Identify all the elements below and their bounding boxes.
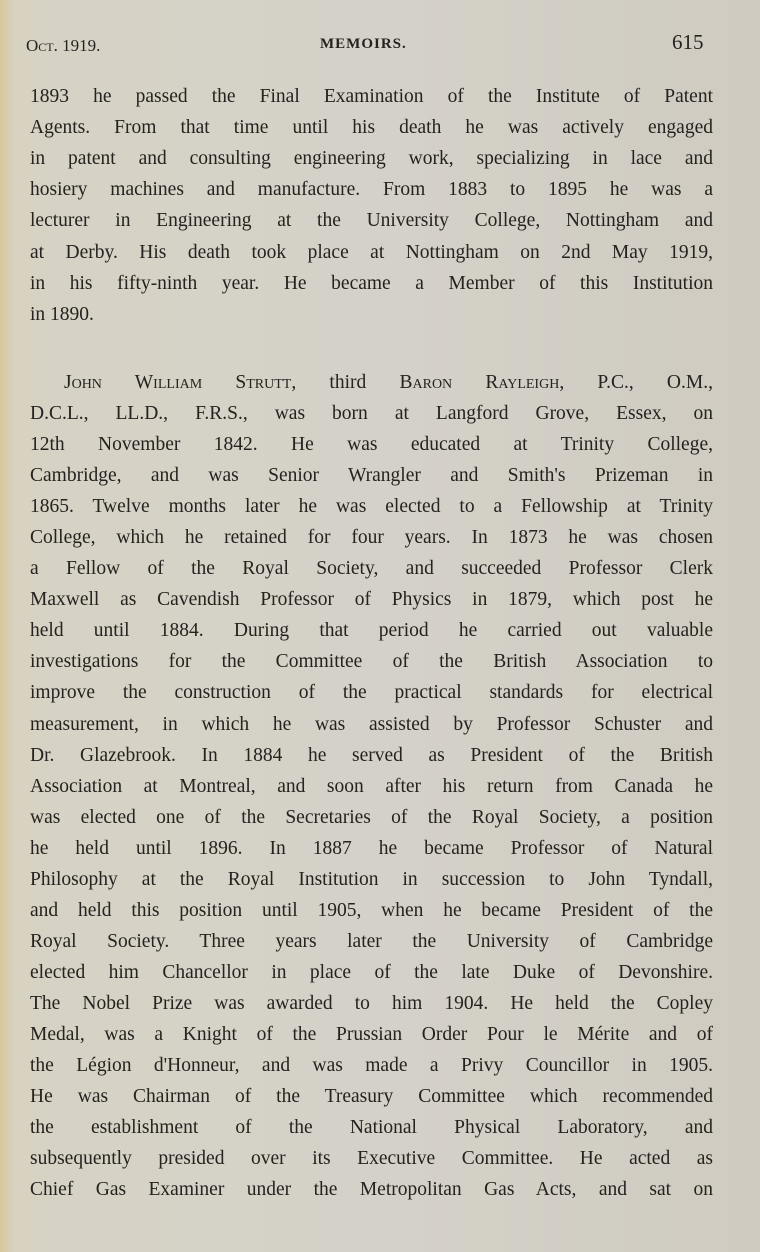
text-line: was elected one of the Secretaries of the Royal Society, a position: [30, 806, 713, 828]
header-title: MEMOIRS.: [320, 36, 407, 52]
running-header: [0, 30, 760, 60]
text-line: the Légion d'Honneur, and was made a Privy Councillor in 1905.: [30, 1055, 713, 1077]
text-line: 1893 he passed the Final Examination of the Institute of Patent: [30, 86, 713, 107]
text: , third: [291, 372, 400, 393]
text-line: in his fifty-ninth year. He became a Member of this Institution: [30, 272, 713, 294]
text-line: College, which he retained for four years. In 1873 he was chosen: [30, 527, 713, 549]
page-number: 615: [672, 30, 704, 54]
text: , P.C., O.M.,: [559, 372, 713, 393]
text-line: subsequently presided over its Executive Committee. He acted as: [30, 1148, 713, 1170]
text-line: a Fellow of the Royal Society, and succeeded Professor Clerk: [30, 558, 713, 580]
text-line: Dr. Glazebrook. In 1884 he served as President of the British: [30, 744, 713, 766]
text-line: in patent and consulting engineering work, specializing in lace and: [30, 148, 713, 170]
text-line: Agents. From that time until his death he was actively engaged: [30, 117, 713, 139]
text-line: 12th November 1842. He was educated at Trinity College,: [30, 434, 713, 456]
text-line: investigations for the Committee of the British Association to: [30, 651, 713, 673]
text-line: elected him Chancellor in place of the late Duke of Devonshire.: [30, 961, 713, 983]
text-line: He was Chairman of the Treasury Committee which recommended: [30, 1086, 713, 1108]
text-line: in 1890.: [30, 303, 94, 325]
text-line: he held until 1896. In 1887 he became Professor of Natural: [30, 837, 713, 859]
text-line: at Derby. His death took place at Nottingham on 2nd May 1919,: [30, 241, 713, 263]
text-line: improve the construction of the practical standards for electrical: [30, 682, 713, 704]
paragraph-2-first-line: [64, 371, 713, 395]
text-line: hosiery machines and manufacture. From 1883 to 1895 he was a: [30, 179, 713, 201]
text-line: D.C.L., LL.D., F.R.S., was born at Langford Grove, Essex, on: [30, 403, 713, 424]
text-line: Maxwell as Cavendish Professor of Physics in 1879, which post he: [30, 589, 713, 611]
header-date: Oct. 1919.: [26, 36, 101, 55]
text-line: 1865. Twelve months later he was elected to a Fellowship at Trinity: [30, 496, 713, 518]
person-title: Baron Rayleigh: [399, 372, 560, 393]
text-line: Medal, was a Knight of the Prussian Order Pour le Mérite and of: [30, 1024, 713, 1045]
text-line: Chief Gas Examiner under the Metropolitan Gas Acts, and sat on: [30, 1179, 713, 1201]
text-line: Cambridge, and was Senior Wrangler and Smith's Prizeman in: [30, 465, 713, 487]
text-line: The Nobel Prize was awarded to him 1904. He held the Copley: [30, 992, 713, 1014]
text-line: measurement, in which he was assisted by Professor Schuster and: [30, 713, 713, 735]
text-line: held until 1884. During that period he carried out valuable: [30, 620, 713, 642]
text-line: Philosophy at the Royal Institution in succession to John Tyndall,: [30, 868, 713, 890]
text-line: the establishment of the National Physical Laboratory, and: [30, 1117, 713, 1139]
text-line: Royal Society. Three years later the University of Cambridge: [30, 930, 713, 952]
person-name: John William Strutt: [64, 372, 292, 393]
text-line: and held this position until 1905, when he became President of the: [30, 899, 713, 921]
text-line: Association at Montreal, and soon after his return from Canada he: [30, 775, 713, 797]
text-line: lecturer in Engineering at the University College, Nottingham and: [30, 210, 713, 232]
